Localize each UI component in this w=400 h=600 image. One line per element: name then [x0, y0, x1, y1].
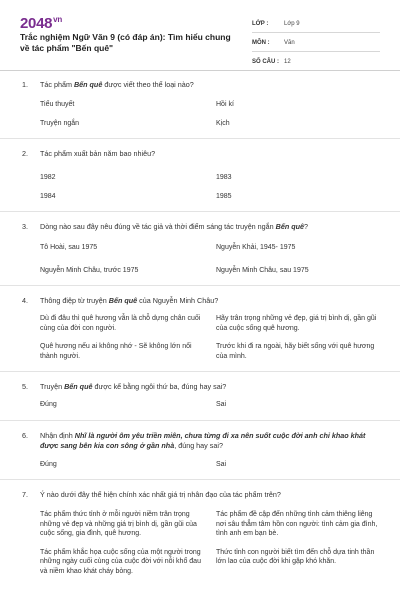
question-divider	[0, 285, 400, 286]
answer-option[interactable]: 1983	[216, 174, 232, 181]
question-stem	[22, 490, 382, 500]
answer-option[interactable]: Sai	[216, 460, 227, 468]
question-divider	[0, 420, 400, 421]
question-stem	[22, 222, 382, 232]
question-text: Truyện Bến quê được kể bằng ngôi thứ ba, đúng hay sai?	[40, 382, 227, 391]
question-number: 6.	[22, 430, 28, 440]
question	[0, 149, 400, 201]
answer-options	[40, 460, 382, 470]
question-divider	[0, 371, 400, 372]
meta-row-count	[252, 54, 380, 71]
answer-options	[40, 400, 382, 410]
question	[0, 431, 400, 470]
answer-option[interactable]: Tiểu thuyết	[40, 101, 75, 108]
question-number: 4.	[22, 296, 28, 305]
question	[0, 80, 400, 128]
question-text: Ý nào dưới đây thể hiện chính xác nhất giá trị nhân đạo của tác phẩm trên?	[40, 490, 281, 499]
question-divider	[0, 211, 400, 212]
meta-value: 12	[284, 59, 291, 65]
question-text: Thông điệp từ truyện Bến quê của Nguyễn Minh Châu?	[40, 296, 219, 305]
answer-options	[40, 100, 382, 128]
meta-row-subject	[252, 35, 380, 52]
answer-option[interactable]: Nguyễn Khải, 1945- 1975	[216, 244, 296, 251]
answer-option[interactable]: Nguyễn Minh Châu, sau 1975	[216, 266, 309, 274]
answer-option[interactable]: Tô Hoài, sau 1975	[40, 244, 98, 251]
page-header	[0, 0, 400, 70]
answer-option[interactable]: Dù đi đâu thì quê hương vẫn là chỗ dựng chân cuối cùng của đời con người.	[40, 315, 201, 332]
answer-option[interactable]: 1984	[40, 192, 56, 200]
header-divider	[0, 70, 400, 71]
answer-option[interactable]: Thức tỉnh con người biết tìm đến chỗ dựa tinh thần lớn lao của cuộc đời khi gặp khó khăn.	[216, 548, 375, 565]
answer-option[interactable]: Đúng	[40, 401, 57, 408]
question-list	[0, 80, 400, 576]
answer-option[interactable]: Đúng	[40, 460, 57, 468]
question-stem	[22, 382, 382, 392]
question-divider	[0, 138, 400, 139]
answer-option[interactable]: Tác phẩm thức tỉnh ở mỗi người niềm trân trọng những vẻ đẹp và những giá trị bình dị, gần gũi của cuộc sống, gia đình, quê hương.	[40, 511, 197, 537]
answer-option[interactable]: Hãy trân trọng những vẻ đẹp, giá trị bình dị, gần gũi của cuộc sống quê hương.	[216, 315, 377, 332]
answer-option[interactable]: Nguyễn Minh Châu, trước 1975	[40, 266, 139, 274]
question	[0, 222, 400, 275]
question	[0, 490, 400, 576]
meta-value: Lớp 9	[284, 21, 300, 27]
meta-label: MÔN :	[252, 40, 270, 46]
question-text: Dòng nào sau đây nêu đúng về tác giả và thời điểm sáng tác truyện ngắn Bến quê?	[40, 222, 309, 231]
question	[0, 296, 400, 361]
question-number: 5.	[22, 382, 28, 391]
answer-option[interactable]: Kịch	[216, 119, 230, 127]
answer-option[interactable]: Hồi kí	[216, 101, 234, 108]
answer-option[interactable]: Quê hương nếu ai không nhớ - Sẽ không lớn nổi thành người.	[40, 343, 192, 360]
question-stem	[22, 296, 382, 306]
answer-options	[40, 510, 382, 576]
meta-label: SỐ CÂU :	[252, 59, 279, 65]
answer-options	[40, 173, 382, 201]
answer-options	[40, 243, 382, 275]
answer-option[interactable]: Trước khi đi ra ngoài, hãy biết sống với quê hương của mình.	[216, 343, 375, 360]
question-stem	[22, 80, 382, 90]
answer-option[interactable]: Tác phẩm đề cập đến những tình cảm thiêng liêng nơi sâu thẳm tâm hồn con người: tình cảm gia đình, tình anh em bạn bè.	[216, 511, 378, 537]
answer-option[interactable]: 1985	[216, 192, 232, 200]
question-text: Nhận định Nhĩ là người ôm yêu triền miên, chưa từng đi xa nên suốt cuộc đời anh chỉ khao khát được sang bên kia con sông ở gần nhà, đúng hay sai?	[40, 430, 366, 450]
meta-row-class	[252, 16, 380, 33]
answer-options	[40, 314, 382, 361]
question-text: Tác phẩm Bến quê được viết theo thể loại nào?	[40, 80, 194, 89]
question-text: Tác phẩm xuất bản năm bao nhiêu?	[40, 149, 156, 158]
page-title: Trắc nghiệm Ngữ Văn 9 (có đáp án): Tìm hiểu chung về tác phẩm "Bến quê"	[20, 32, 231, 53]
quiz-meta	[252, 16, 380, 73]
question-number: 2.	[22, 149, 28, 158]
meta-label: LỚP :	[252, 21, 269, 27]
question-divider	[0, 479, 400, 480]
site-logo[interactable]: $2048^{vn}$	[20, 15, 62, 32]
answer-option[interactable]: 1982	[40, 174, 56, 181]
question-stem	[22, 431, 382, 451]
question-number: 7.	[22, 490, 28, 499]
question-number: 1.	[22, 80, 28, 89]
question	[0, 382, 400, 410]
answer-option[interactable]: Tác phẩm khắc họa cuộc sống của một người trong những ngày cuối cùng của cuộc đời với nỗi khổ đau và niềm khao khát cháy bỏng.	[40, 548, 201, 575]
question-number: 3.	[22, 222, 28, 231]
answer-option[interactable]: Truyện ngắn	[40, 119, 80, 127]
question-stem	[22, 149, 382, 159]
answer-option[interactable]: Sai	[216, 401, 227, 408]
meta-value: Văn	[284, 40, 295, 46]
